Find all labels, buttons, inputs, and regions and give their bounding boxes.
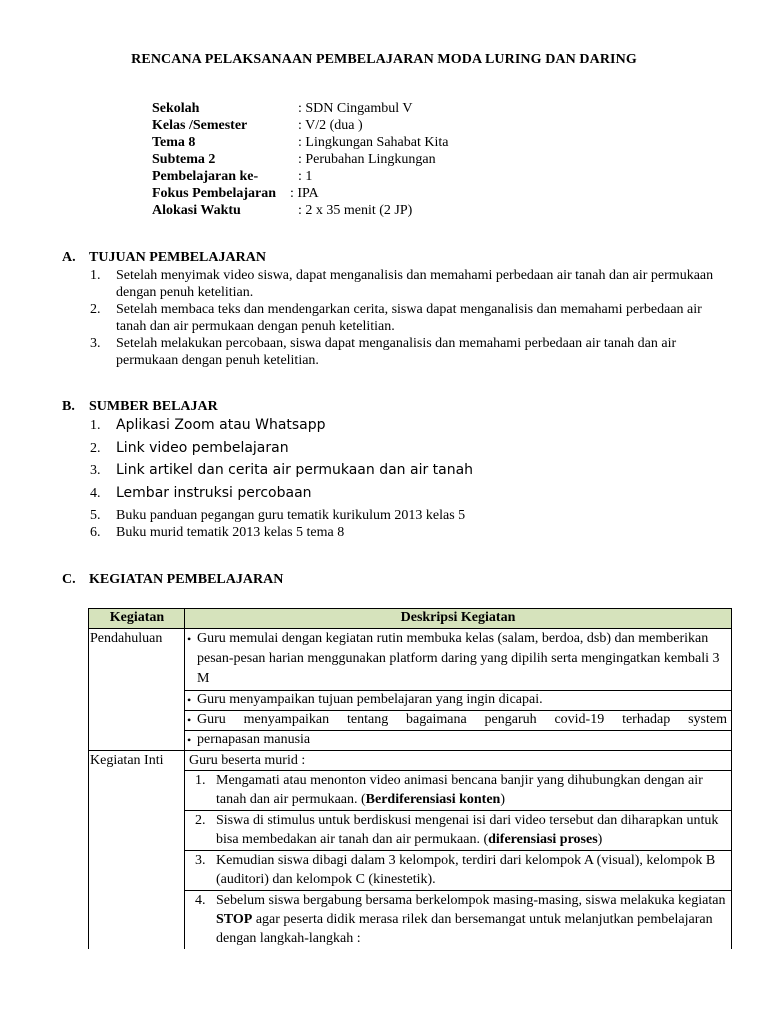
item-number: 1. <box>90 268 101 283</box>
info-row-subtema <box>152 151 448 168</box>
item-text: Aplikasi Zoom atau Whatsapp <box>116 417 326 433</box>
table-cell <box>185 891 732 950</box>
bullet-text: pernapasan manusia <box>197 732 311 747</box>
table-row <box>89 771 732 811</box>
section-title: SUMBER BELAJAR <box>89 399 218 414</box>
step-text-plain: Kemudian siswa dibagi dalam 3 kelompok, terdiri dari kelompok A (visual), kelompok B (auditori) dan kelompok C (kinestetik). <box>216 853 716 887</box>
item-number: 1. <box>90 418 101 433</box>
info-label: Fokus Pembelajaran <box>152 186 277 201</box>
step-text-plain: Siswa di stimulus untuk berdiskusi mengenai isi dari video tersebut dan diharapkan untuk bisa membedakan air tanah dan air permukaan. ( <box>216 813 719 847</box>
table-cell <box>185 711 732 731</box>
list-item <box>90 524 726 541</box>
identity-block <box>152 100 448 219</box>
info-row-kelas <box>152 117 448 134</box>
step-text-bold: diferensiasi proses <box>488 832 598 847</box>
item-number: 6. <box>90 525 101 540</box>
bullet-icon: • <box>187 733 192 747</box>
list-item <box>90 267 726 301</box>
table-cell <box>185 691 732 711</box>
bullet-item <box>187 711 727 729</box>
step-item <box>195 771 727 809</box>
item-number: 2. <box>90 302 101 317</box>
section-letter: B. <box>62 399 75 414</box>
info-row-fokus <box>152 185 448 202</box>
info-value: : 2 x 35 menit (2 JP) <box>298 203 413 218</box>
info-value: : 1 <box>298 169 313 184</box>
section-b-heading <box>62 399 218 415</box>
section-c-heading <box>62 572 283 588</box>
step-number: 2. <box>195 813 206 828</box>
section-title: KEGIATAN PEMBELAJARAN <box>89 572 284 587</box>
info-label: Subtema 2 <box>152 152 216 167</box>
step-text-plain: Sebelum siswa bergabung bersama berkelompok masing-masing, siswa melakuka kegiatan <box>216 893 726 908</box>
bullet-text: Guru memulai dengan kegiatan rutin membuka kelas (salam, berdoa, dsb) dan memberikan pesan-pesan harian menggunakan platform daring yang dipilih serta mengingatkan kembali 3 M <box>197 631 720 686</box>
info-value: : IPA <box>290 186 319 201</box>
table-cell <box>185 731 732 751</box>
list-item <box>90 461 726 484</box>
step-text <box>216 851 727 889</box>
bullet-item <box>187 629 727 689</box>
bullet-icon: • <box>187 713 192 727</box>
table-row <box>89 751 732 771</box>
info-value: : Perubahan Lingkungan <box>298 152 436 167</box>
table-cell <box>185 629 732 691</box>
step-number: 1. <box>195 773 206 788</box>
step-text <box>216 891 727 948</box>
step-text-plain: Mengamati atau menonton video animasi bencana banjir yang dihubungkan dengan air tanah dan air permukaan. ( <box>216 773 703 807</box>
objectives-list <box>90 267 726 369</box>
info-label: Sekolah <box>152 101 200 116</box>
info-label: Tema 8 <box>152 135 196 150</box>
list-item <box>90 335 726 369</box>
info-label: Alokasi Waktu <box>152 203 241 218</box>
info-row-pembelajaran <box>152 168 448 185</box>
bullet-item <box>187 731 727 749</box>
info-row-tema <box>152 134 448 151</box>
step-number: 3. <box>195 853 206 868</box>
step-text-after: ) <box>500 792 506 807</box>
item-text: Lembar instruksi percobaan <box>116 485 312 501</box>
header-deskripsi: Deskripsi Kegiatan <box>185 609 732 629</box>
step-item <box>195 811 727 849</box>
section-a-heading <box>62 250 266 266</box>
section-title: TUJUAN PEMBELAJARAN <box>89 250 266 265</box>
info-row-alokasi <box>152 202 448 219</box>
step-text-bold: Berdiferensiasi konten <box>365 792 501 807</box>
table-cell <box>185 811 732 851</box>
table-cell: Guru beserta murid : <box>185 751 732 771</box>
info-label: Kelas /Semester <box>152 118 248 133</box>
list-item <box>90 507 726 524</box>
info-value: : SDN Cingambul V <box>298 101 413 116</box>
document-title: RENCANA PELAKSANAAN PEMBELAJARAN MODA LURING DAN DARING <box>131 52 637 67</box>
step-number: 4. <box>195 893 206 908</box>
section-letter: A. <box>62 250 76 265</box>
activities-table <box>88 608 732 949</box>
sources-list <box>90 416 726 541</box>
item-text: Setelah menyimak video siswa, dapat menganalisis dan memahami perbedaan air tanah dan air permukaan dengan penuh ketelitian. <box>116 268 714 300</box>
table-cell <box>185 771 732 811</box>
step-text-bold: STOP <box>216 912 253 927</box>
step-text <box>216 771 727 809</box>
item-number: 2. <box>90 441 101 456</box>
step-item <box>195 891 727 948</box>
item-text: Buku murid tematik 2013 kelas 5 tema 8 <box>116 525 345 540</box>
bullet-icon: • <box>187 693 192 707</box>
item-number: 4. <box>90 486 101 501</box>
bullet-text: Guru menyampaikan tujuan pembelajaran yang ingin dicapai. <box>197 692 543 707</box>
table-row <box>89 851 732 891</box>
step-text <box>216 811 727 849</box>
info-label: Pembelajaran ke- <box>152 169 259 184</box>
step-text-after: ) <box>597 832 603 847</box>
bullet-item <box>187 691 727 709</box>
table-row <box>89 731 732 751</box>
item-text: Link video pembelajaran <box>116 440 289 456</box>
item-text: Setelah membaca teks dan mendengarkan cerita, siswa dapat menganalisis dan memahami perbedaan air tanah dan air permukaan dengan penuh ketelitian. <box>116 302 702 334</box>
table-row <box>89 891 732 950</box>
item-text: Setelah melakukan percobaan, siswa dapat menganalisis dan memahami perbedaan air tanah dan air permukaan dengan penuh ketelitian. <box>116 336 677 368</box>
info-value: : Lingkungan Sahabat Kita <box>298 135 449 150</box>
table-row <box>89 691 732 711</box>
bullet-text: Guru menyampaikan tentang bagaimana pengaruh covid-19 terhadap system <box>197 712 727 727</box>
info-value: : V/2 (dua ) <box>298 118 363 133</box>
table-row <box>89 711 732 731</box>
bullet-icon: • <box>187 632 192 646</box>
table-row <box>89 629 732 691</box>
info-row-sekolah <box>152 100 448 117</box>
table-row <box>89 811 732 851</box>
table-header-row <box>89 609 732 629</box>
table-cell <box>185 851 732 891</box>
item-number: 3. <box>90 463 101 478</box>
item-text: Link artikel dan cerita air permukaan dan air tanah <box>116 462 474 478</box>
list-item <box>90 439 726 461</box>
row-label-pendahuluan: Pendahuluan <box>89 629 185 751</box>
section-letter: C. <box>62 572 76 587</box>
item-number: 3. <box>90 336 101 351</box>
list-item <box>90 301 726 335</box>
header-kegiatan: Kegiatan <box>89 609 185 629</box>
item-number: 5. <box>90 508 101 523</box>
list-item <box>90 484 726 507</box>
list-item <box>90 416 726 439</box>
step-item <box>195 851 727 889</box>
step-text-after: agar peserta didik merasa rilek dan bersemangat untuk melanjutkan pembelajaran dengan langkah-langkah : <box>216 912 713 946</box>
row-label-inti: Kegiatan Inti <box>89 751 185 950</box>
item-text: Buku panduan pegangan guru tematik kurikulum 2013 kelas 5 <box>116 508 466 523</box>
